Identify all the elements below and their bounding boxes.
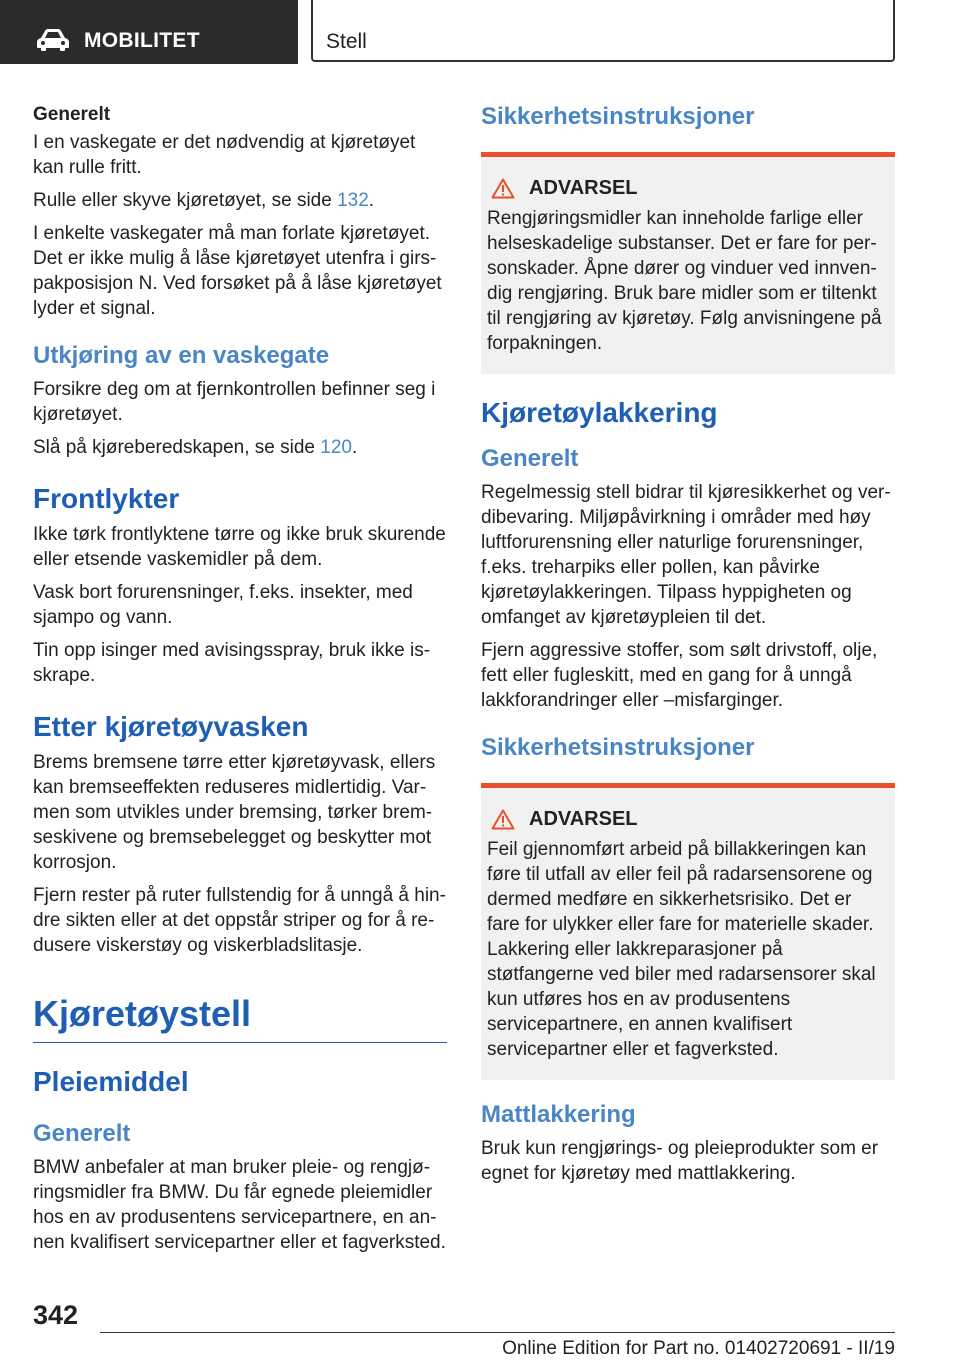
section-tab[interactable] [311, 0, 895, 62]
paragraph: Forsikre deg om at fjernkontrollen befinner seg i kjøretøyet. [33, 379, 436, 425]
paragraph: Vask bort forurensninger, f.eks. insekter, med sjampo og vann. [33, 582, 413, 628]
footer-divider [100, 1332, 895, 1333]
generelt-heading-2: Generelt [33, 1120, 131, 1147]
matt-heading: Mattlakkering [481, 1101, 636, 1128]
paragraph: Fjern aggressive stoffer, som sølt drivstoff, olje, fett eller fugleskitt, med en gang for å unngå lakkforandringer eller –misfarginger. [481, 640, 878, 711]
paragraph: Brems bremsene tørre etter kjøretøyvask, ellers kan bremseeffekten reduseres midlertidig. Varmen som utvikles under bremsing, tørker bremseskivene og bremsebelegget og beskytter mot korrosjon. [33, 752, 436, 873]
warning-text: Feil gjennomført arbeid på billakkeringen kan føre til utfall av eller feil på radarsensorene og dermed medføre en sikkerhetsrisiko. Det er fare for ulykker eller fare for materielle skader. Lakkering eller lakkreparasjoner på støtfangerne ved biler med radarsensorer skal kun utføres hos en av produsentens servicepartnere, en annen kvalifisert servicepartner eller et fagverksted. [487, 839, 876, 1060]
paragraph [33, 435, 447, 460]
paragraph: Fjern rester på ruter fullstendig for å unngå å hindre sikten eller at det oppstår striper og for å redusere viskerstøy og viskerbladslitasje. [33, 885, 446, 956]
right-column [481, 100, 895, 1194]
chapter-label: MOBILITET [84, 29, 200, 52]
paragraph-text: Slå på kjøreberedskapen, se side [33, 437, 321, 458]
kjoretoystell-heading: Kjøretøystell [33, 992, 447, 1043]
page-number: 342 [33, 1300, 79, 1330]
paragraph-end: . [351, 437, 358, 458]
left-column [33, 100, 447, 1263]
utkjoring-heading: Utkjøring av en vaskegate [33, 342, 330, 369]
car-icon [36, 28, 70, 52]
warning-label: ADVARSEL [529, 808, 638, 830]
sikkerhet-heading-2: Sikkerhetsinstruksjoner [481, 734, 755, 761]
frontlykter-heading: Frontlykter [33, 483, 180, 514]
paragraph-text: Rulle eller skyve kjøretøyet, se side [33, 190, 338, 211]
generelt-heading: Generelt [33, 104, 111, 125]
warning-text: Rengjøringsmidler kan inneholde farlige eller helseskadelige substanser. Det er fare for personskader. Åpne dører og vinduer ved innvendig rengjøring. Bruk bare midler som er tiltenkt til rengjøring av kjøretøy. Følg anvisningene på forpakningen. [487, 208, 882, 354]
edition-text: Online Edition for Part no. 01402720691 - II/19 [502, 1338, 895, 1359]
generelt-heading-3: Generelt [481, 445, 579, 472]
warning-title [487, 808, 887, 831]
page-link-132[interactable]: 132 [337, 190, 369, 211]
pleiemiddel-heading: Pleiemiddel [33, 1066, 189, 1097]
paragraph [33, 188, 447, 213]
warning-box [481, 783, 895, 1080]
paragraph: I enkelte vaskegater må man forlate kjøretøyet. Det er ikke mulig å låse kjøretøyet utenfra i girspakposisjon N. Ved forsøket på å låse kjøretøyet lyder et signal. [33, 223, 442, 319]
warning-triangle-icon [491, 809, 515, 830]
paragraph-end: . [368, 190, 375, 211]
etter-heading: Etter kjøretøyvasken [33, 711, 309, 742]
paragraph: Ikke tørk frontlyktene tørre og ikke bruk skurende eller etsende vaskemidler på dem. [33, 524, 446, 570]
warning-label: ADVARSEL [529, 177, 638, 199]
page-link-120[interactable]: 120 [320, 437, 352, 458]
paragraph: BMW anbefaler at man bruker pleie- og rengjøringsmidler fra BMW. Du får egnede pleiemidler hos en av produsentens servicepartnere, en annen kvalifisert servicepartner eller et fagverksted. [33, 1157, 446, 1253]
paragraph: Bruk kun rengjørings- og pleieprodukter som er egnet for kjøretøy med mattlakkering. [481, 1138, 879, 1184]
section-label: Stell [326, 30, 367, 53]
warning-title [487, 177, 887, 200]
warning-triangle-icon [491, 178, 515, 199]
paragraph: Regelmessig stell bidrar til kjøresikkerhet og verdibevaring. Miljøpåvirkning i områder med høy luftforurensning eller naturlige forurensninger, f.eks. treharpiks eller pollen, kan påvirke kjøretøylakkeringen. Tilpass hyppigheten og omfanget av kjøretøypleien til det. [481, 482, 891, 628]
sikkerhet-heading: Sikkerhetsinstruksjoner [481, 103, 755, 130]
chapter-tab[interactable] [0, 0, 298, 64]
paragraph: Tin opp isinger med avisingsspray, bruk ikke isskrape. [33, 640, 431, 686]
lakkering-heading: Kjøretøylakkering [481, 397, 718, 428]
paragraph: I en vaskegate er det nødvendig at kjøretøyet kan rulle fritt. [33, 132, 416, 178]
warning-box [481, 152, 895, 374]
